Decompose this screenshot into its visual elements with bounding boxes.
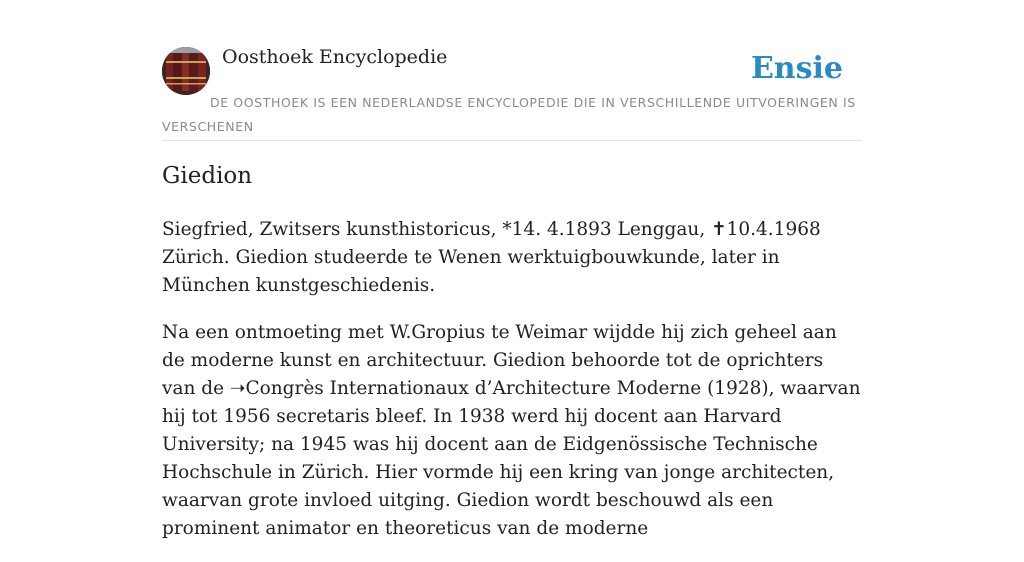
site-header [162, 44, 862, 141]
article-paragraph: Siegfried, Zwitsers kunsthistoricus, *14. 4.1893 Lenggau, ✝10.4.1968 Zürich. Giedion studeerde te Wenen werktuigbouwkunde, later in München kunstgeschiedenis. [162, 219, 821, 296]
paragraph-text: Na een ontmoeting met W.Gropius te Weimar wijdde hij zich geheel aan de moderne kunst en architectuur. Giedion behoorde tot de oprichters van de [162, 322, 837, 399]
book-spines-icon [162, 47, 210, 95]
paragraph-text: (1928), waarvan hij tot 1956 secretaris bleef. In 1938 werd hij docent aan Harvard University; na 1945 was hij docent aan de Eidgenössische Technische Hochschule in Zürich. Hier vormde hij een kring van jonge architecten, waarvan grote invloed uitging. Giedion wordt beschouwd als een prominent animator en theoreticus van de moderne [162, 378, 861, 539]
cross-reference-link[interactable]: Congrès Internationaux d’Architecture Moderne [245, 378, 702, 399]
site-tagline [162, 91, 862, 139]
article-title: Giedion [162, 163, 253, 189]
cross-reference-arrow-icon: ➝ [229, 378, 246, 399]
tagline-text: DE OOSTHOEK IS EEN NEDERLANDSE ENCYCLOPEDIE DIE IN VERSCHILLENDE UITVOERINGEN IS VERSCHENEN [162, 95, 856, 134]
article-paragraph [162, 319, 862, 543]
article-body [162, 216, 862, 562]
site-name[interactable]: Oosthoek Encyclopedie [222, 46, 448, 68]
brand-logo-link[interactable]: Ensie [750, 51, 843, 86]
site-logo-avatar[interactable] [162, 47, 210, 95]
